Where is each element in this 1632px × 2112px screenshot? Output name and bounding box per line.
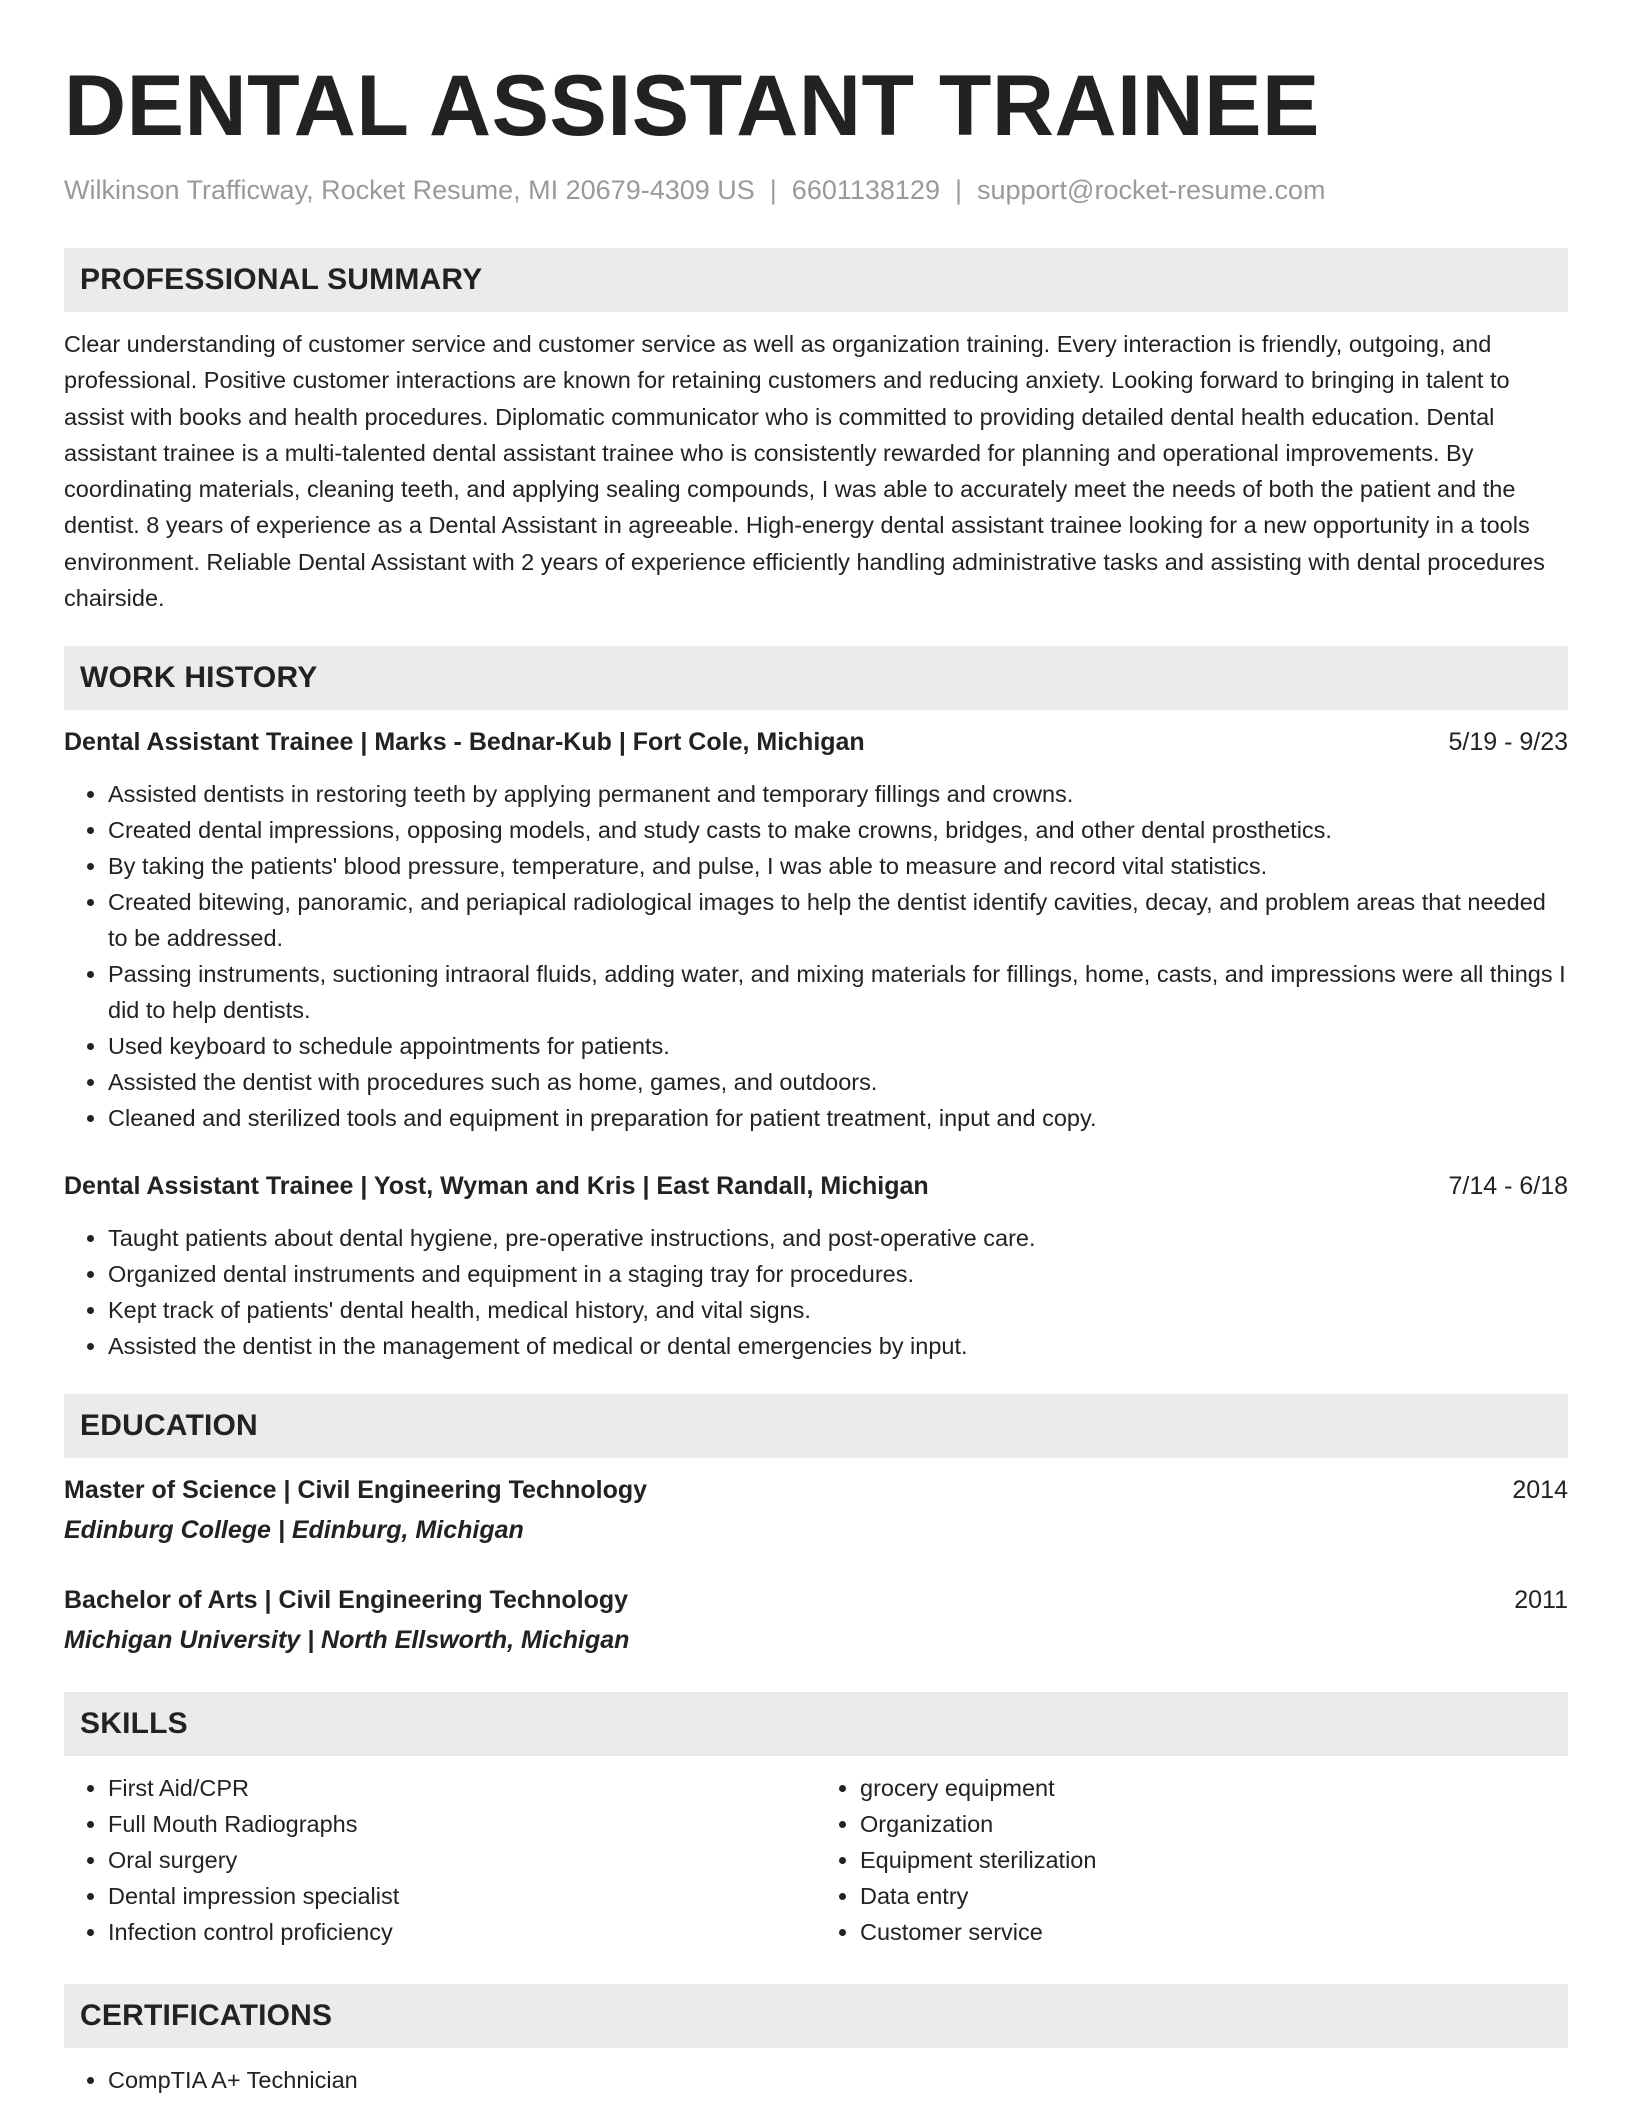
- education-header: [64, 1582, 1568, 1618]
- list-item: • Created bitewing, panoramic, and periapical radiological images to help the dentist identify cavities, decay, and problem areas that needed to be addressed.: [108, 884, 1568, 956]
- list-item: • Assisted the dentist with procedures such as home, games, and outdoors.: [108, 1064, 1568, 1100]
- list-item: • Dental impression specialist: [108, 1878, 816, 1914]
- list-item: • Assisted the dentist in the management of medical or dental emergencies by input.: [108, 1328, 1568, 1364]
- list-item: • Customer service: [860, 1914, 1568, 1950]
- job-dates: 7/14 - 6/18: [1448, 1172, 1568, 1201]
- education-year: 2014: [1512, 1476, 1568, 1505]
- contact-phone: 6601138129: [791, 175, 940, 205]
- list-item: • By taking the patients' blood pressure, temperature, and pulse, I was able to measure and record vital statistics.: [108, 848, 1568, 884]
- job-header: [64, 724, 1568, 760]
- section-heading-skills: SKILLS: [64, 1692, 1568, 1756]
- list-item: • Oral surgery: [108, 1842, 816, 1878]
- education-header: [64, 1472, 1568, 1508]
- list-item: • Passing instruments, suctioning intraoral fluids, adding water, and mixing materials for fillings, home, casts, and impressions were all things I did to help dentists.: [108, 956, 1568, 1028]
- summary-text: Clear understanding of customer service and customer service as well as organization training. Every interaction is friendly, outgoing, and professional. Positive customer interactions are known for retaining customers and reducing anxiety. Looking forward to bringing in talent to assist with books and health procedures. Diplomatic communicator who is committed to providing detailed dental health education. Dental assistant trainee is a multi-talented dental assistant trainee who is consistently rewarded for planning and operational improvements. By coordinating materials, cleaning teeth, and applying sealing compounds, I was able to accurately meet the needs of both the patient and the dentist. 8 years of experience as a Dental Assistant in agreeable. High-energy dental assistant trainee looking for a new opportunity in a tools environment. Reliable Dental Assistant with 2 years of experience efficiently handling administrative tasks and assisting with dental procedures chairside.: [64, 331, 1545, 612]
- list-item: • Assisted dentists in restoring teeth by applying permanent and temporary fillings and crowns.: [108, 776, 1568, 812]
- job-dates: 5/19 - 9/23: [1448, 728, 1568, 757]
- list-item: • Data entry: [860, 1878, 1568, 1914]
- certifications-list: [64, 2062, 1568, 2098]
- list-item: • Used keyboard to schedule appointments for patients.: [108, 1028, 1568, 1064]
- list-item: • First Aid/CPR: [108, 1770, 816, 1806]
- education-entry: [64, 1472, 1568, 1548]
- candidate-name: DENTAL ASSISTANT TRAINEE: [64, 58, 1320, 154]
- section-heading-certifications: CERTIFICATIONS: [64, 1984, 1568, 2048]
- list-item: • Created dental impressions, opposing models, and study casts to make crowns, bridges, and other dental prosthetics.: [108, 812, 1568, 848]
- education-year: 2011: [1514, 1586, 1568, 1615]
- job-entry: [64, 724, 1568, 1136]
- contact-address: Wilkinson Trafficway, Rocket Resume, MI 20679-4309 US: [64, 175, 755, 205]
- contact-line: [64, 172, 1568, 208]
- skills-list-right: [816, 1770, 1568, 1950]
- list-item: • Kept track of patients' dental health, medical history, and vital signs.: [108, 1292, 1568, 1328]
- skills-grid: [64, 1770, 1568, 1950]
- list-item: • Full Mouth Radiographs: [108, 1806, 816, 1842]
- contact-separator: |: [769, 175, 777, 205]
- list-item: • Taught patients about dental hygiene, pre-operative instructions, and post-operative care.: [108, 1220, 1568, 1256]
- section-heading-education: EDUCATION: [64, 1394, 1568, 1458]
- education-school: Edinburg College | Edinburg, Michigan: [64, 1516, 524, 1545]
- contact-email: support@rocket-resume.com: [976, 175, 1326, 205]
- contact-separator: |: [954, 175, 962, 205]
- list-item: • Organization: [860, 1806, 1568, 1842]
- job-title: Dental Assistant Trainee | Yost, Wyman and Kris | East Randall, Michigan: [64, 1172, 929, 1201]
- section-heading-summary: PROFESSIONAL SUMMARY: [64, 248, 1568, 312]
- list-item: • Cleaned and sterilized tools and equipment in preparation for patient treatment, input and copy.: [108, 1100, 1568, 1136]
- job-duties-list: [64, 1220, 1568, 1364]
- education-degree: Master of Science | Civil Engineering Technology: [64, 1476, 648, 1505]
- job-title: Dental Assistant Trainee | Marks - Bednar-Kub | Fort Cole, Michigan: [64, 728, 865, 757]
- job-duties-list: [64, 776, 1568, 1136]
- list-item: • Infection control proficiency: [108, 1914, 816, 1950]
- education-degree: Bachelor of Arts | Civil Engineering Technology: [64, 1586, 629, 1615]
- list-item: • Equipment sterilization: [860, 1842, 1568, 1878]
- skills-list-left: [64, 1770, 816, 1950]
- list-item: • Organized dental instruments and equipment in a staging tray for procedures.: [108, 1256, 1568, 1292]
- job-header: [64, 1168, 1568, 1204]
- list-item: • grocery equipment: [860, 1770, 1568, 1806]
- job-entry: [64, 1168, 1568, 1364]
- education-entry: [64, 1582, 1568, 1658]
- education-school: Michigan University | North Ellsworth, Michigan: [64, 1626, 630, 1655]
- section-heading-work-history: WORK HISTORY: [64, 646, 1568, 710]
- list-item: • CompTIA A+ Technician: [108, 2062, 1568, 2098]
